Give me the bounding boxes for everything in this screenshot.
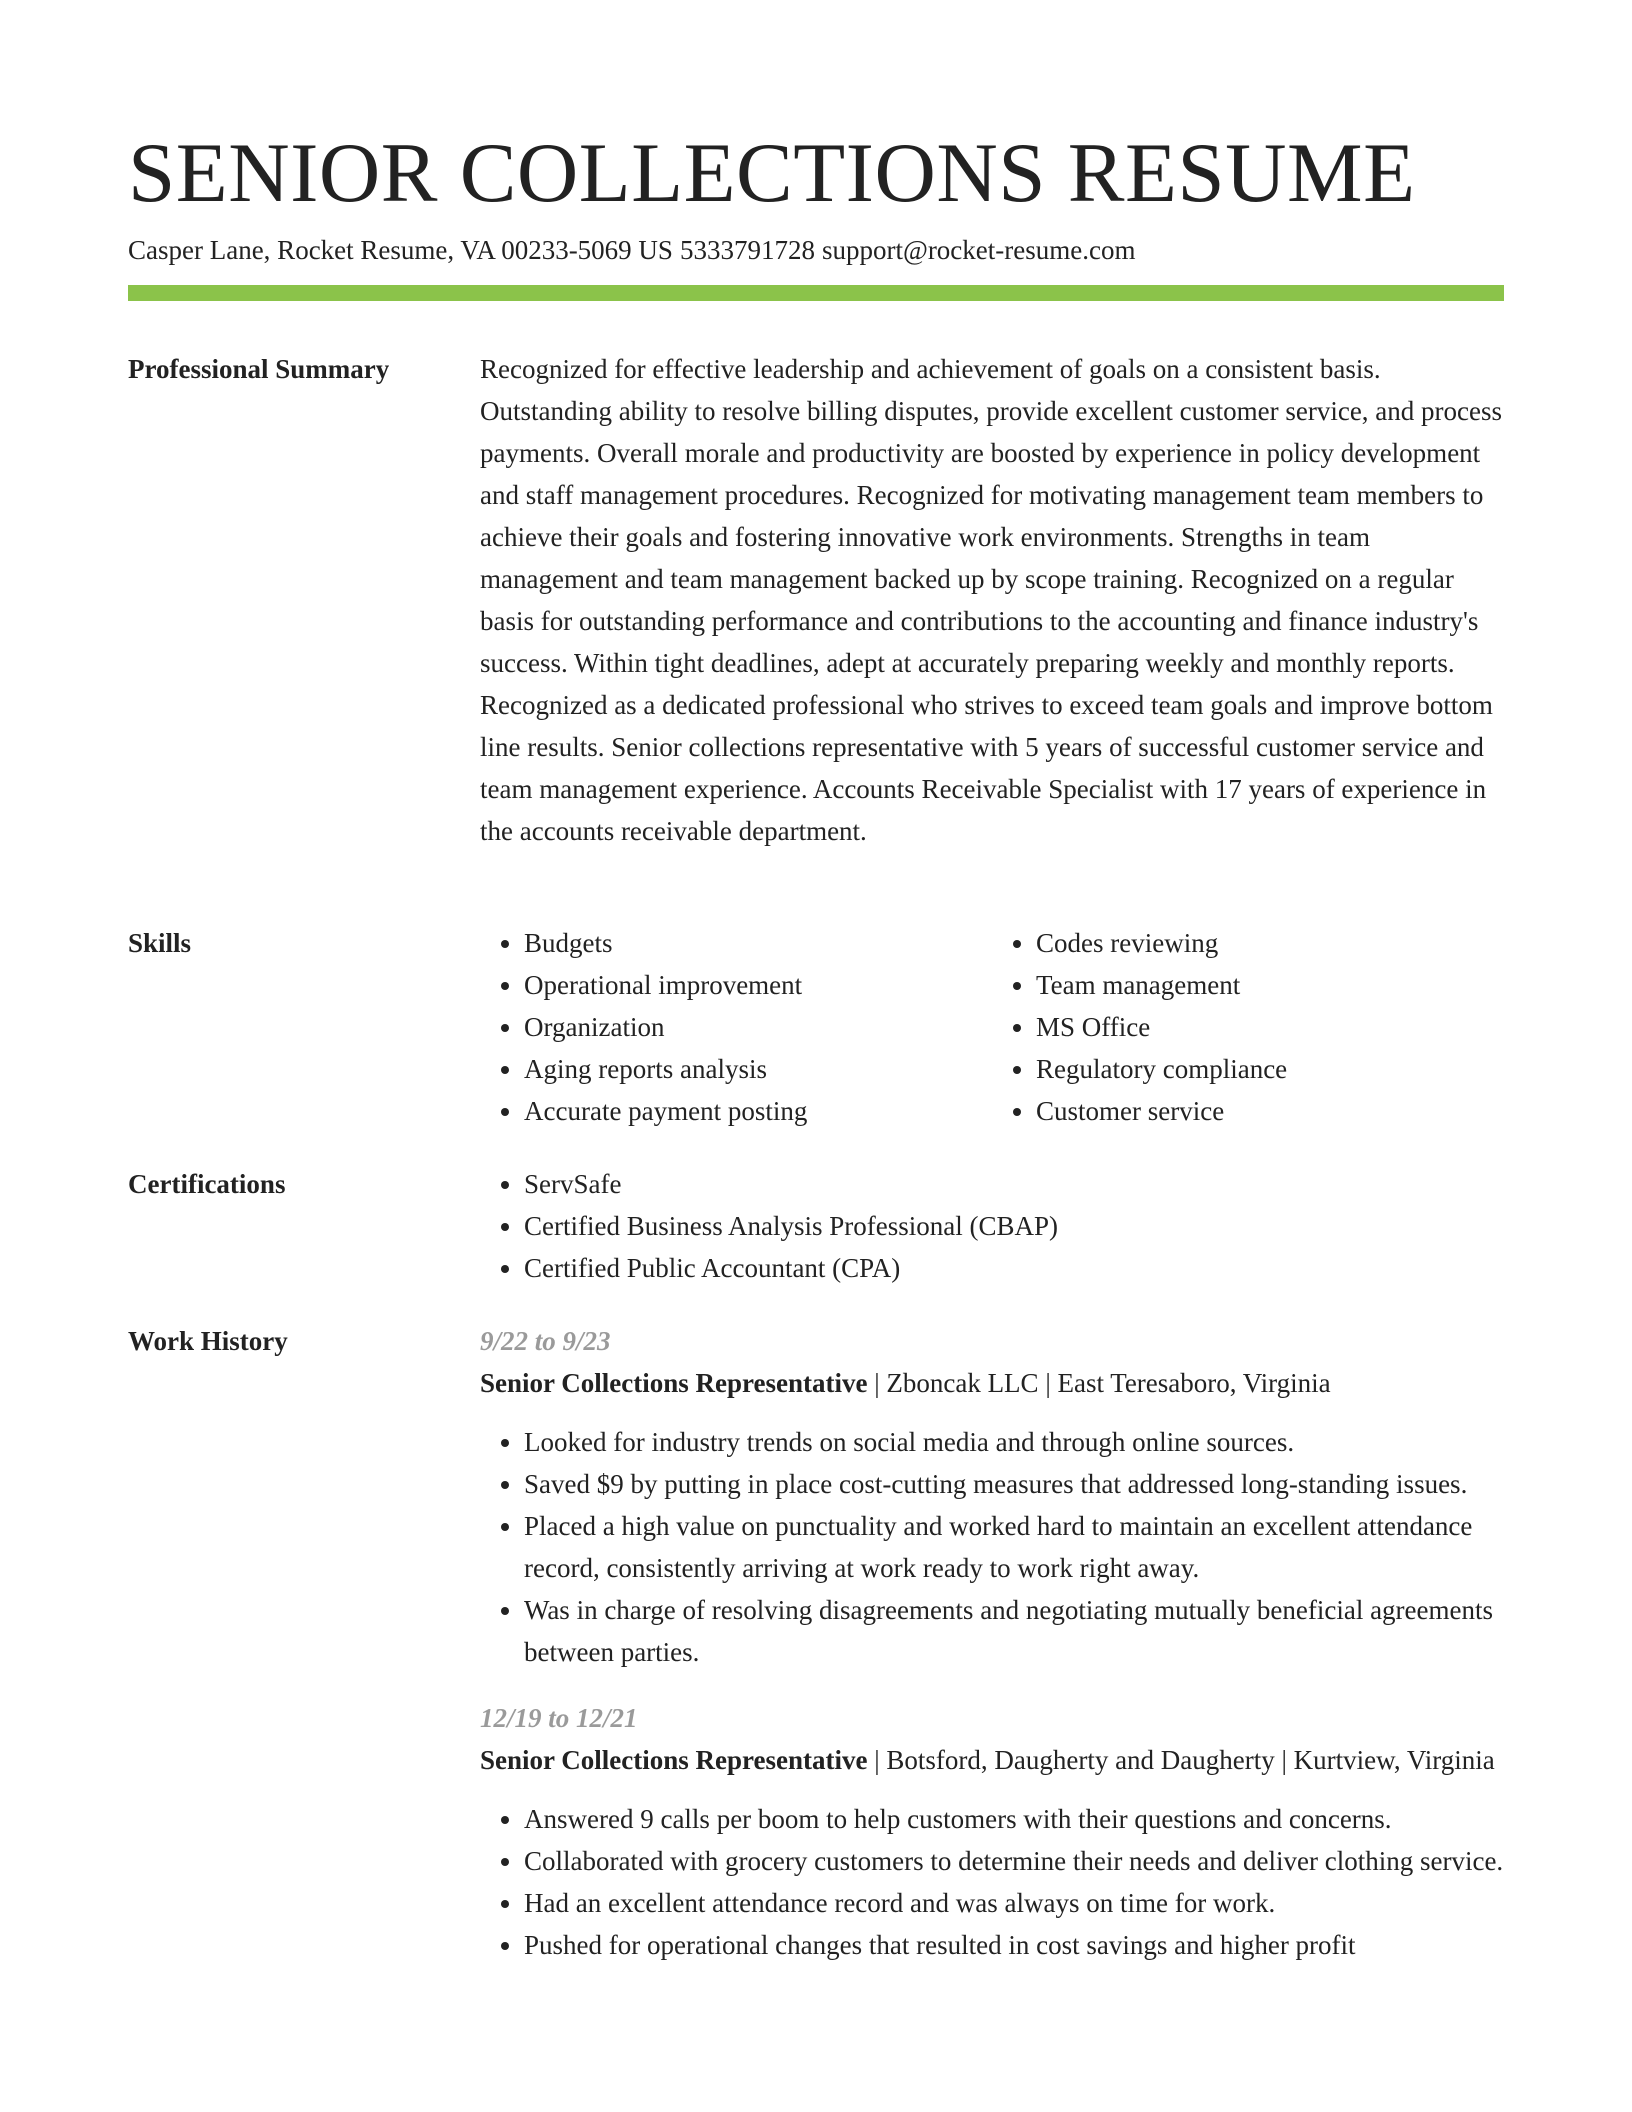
job-dates: 9/22 to 9/23 bbox=[480, 1326, 611, 1356]
job-bullet: • Collaborated with grocery customers to determine their needs and deliver clothing service. bbox=[524, 1840, 1504, 1882]
skill-item: • Accurate payment posting bbox=[524, 1090, 992, 1132]
contact-phone: 5333791728 bbox=[679, 235, 815, 265]
skills-label: Skills bbox=[128, 928, 192, 958]
job-details: | Zboncak LLC | East Teresaboro, Virginia bbox=[867, 1368, 1331, 1398]
skill-item: • Team management bbox=[1036, 964, 1504, 1006]
skill-item: • Customer service bbox=[1036, 1090, 1504, 1132]
contact-address: Casper Lane, Rocket Resume, VA 00233-5069 US bbox=[128, 235, 673, 265]
job-bullet: • Placed a high value on punctuality and worked hard to maintain an excellent attendance record, consistently arriving at work ready to work right away. bbox=[524, 1505, 1504, 1589]
certification-item: • Certified Business Analysis Professional (CBAP) bbox=[524, 1205, 1504, 1247]
job-heading bbox=[480, 1362, 1504, 1404]
job-bullet: • Had an excellent attendance record and was always on time for work. bbox=[524, 1882, 1504, 1924]
certification-item: • ServSafe bbox=[524, 1163, 1504, 1205]
certifications-body bbox=[480, 1163, 1504, 1289]
work-history-label: Work History bbox=[128, 1326, 288, 1356]
skills-body bbox=[480, 922, 1504, 1132]
summary-body bbox=[480, 348, 1504, 852]
job-bullet: • Saved $9 by putting in place cost-cutting measures that addressed long-standing issues. bbox=[524, 1463, 1504, 1505]
job-dates: 12/19 to 12/21 bbox=[480, 1703, 638, 1733]
skills-list-right bbox=[992, 922, 1504, 1132]
work-history-body bbox=[480, 1320, 1504, 1966]
contact-email: support@rocket-resume.com bbox=[821, 235, 1136, 265]
job-details: | Botsford, Daugherty and Daugherty | Kurtview, Virginia bbox=[867, 1745, 1495, 1775]
certification-item: • Certified Public Accountant (CPA) bbox=[524, 1247, 1504, 1289]
skill-item: • MS Office bbox=[1036, 1006, 1504, 1048]
job-heading bbox=[480, 1739, 1504, 1781]
skill-item: • Codes reviewing bbox=[1036, 922, 1504, 964]
skill-item: • Aging reports analysis bbox=[524, 1048, 992, 1090]
header-divider bbox=[128, 285, 1504, 301]
job-entry bbox=[480, 1320, 1504, 1673]
skill-item: • Budgets bbox=[524, 922, 992, 964]
job-bullets bbox=[480, 1421, 1504, 1673]
contact-line bbox=[128, 230, 1135, 270]
job-title: Senior Collections Representative bbox=[480, 1745, 868, 1775]
certifications-list bbox=[480, 1163, 1504, 1289]
job-bullet: • Answered 9 calls per boom to help customers with their questions and concerns. bbox=[524, 1798, 1504, 1840]
resume-title: SENIOR COLLECTIONS RESUME bbox=[128, 126, 1416, 220]
certifications-label: Certifications bbox=[128, 1169, 286, 1199]
job-bullets bbox=[480, 1798, 1504, 1966]
job-title: Senior Collections Representative bbox=[480, 1368, 868, 1398]
skill-item: • Operational improvement bbox=[524, 964, 992, 1006]
summary-label: Professional Summary bbox=[128, 354, 390, 384]
skill-item: • Regulatory compliance bbox=[1036, 1048, 1504, 1090]
skills-list-left bbox=[480, 922, 992, 1132]
job-bullet: • Was in charge of resolving disagreements and negotiating mutually beneficial agreements between parties. bbox=[524, 1589, 1504, 1673]
skill-item: • Organization bbox=[524, 1006, 992, 1048]
job-entry bbox=[480, 1697, 1504, 1966]
job-bullet: • Pushed for operational changes that resulted in cost savings and higher profit bbox=[524, 1924, 1504, 1966]
summary-text: Recognized for effective leadership and achievement of goals on a consistent basis. Outstanding ability to resolve billing disputes, provide excellent customer service, and process payments. Overall morale and productivity are boosted by experience in policy development and staff management procedures. Recognized for motivating management team members to achieve their goals and fostering innovative work environments. Strengths in team management and team management backed up by scope training. Recognized on a regular basis for outstanding performance and contributions to the accounting and finance industry's success. Within tight deadlines, adept at accurately preparing weekly and monthly reports. Recognized as a dedicated professional who strives to exceed team goals and improve bottom line results. Senior collections representative with 5 years of successful customer service and team management experience. Accounts Receivable Specialist with 17 years of experience in the accounts receivable department. bbox=[480, 354, 1503, 846]
job-bullet: • Looked for industry trends on social media and through online sources. bbox=[524, 1421, 1504, 1463]
